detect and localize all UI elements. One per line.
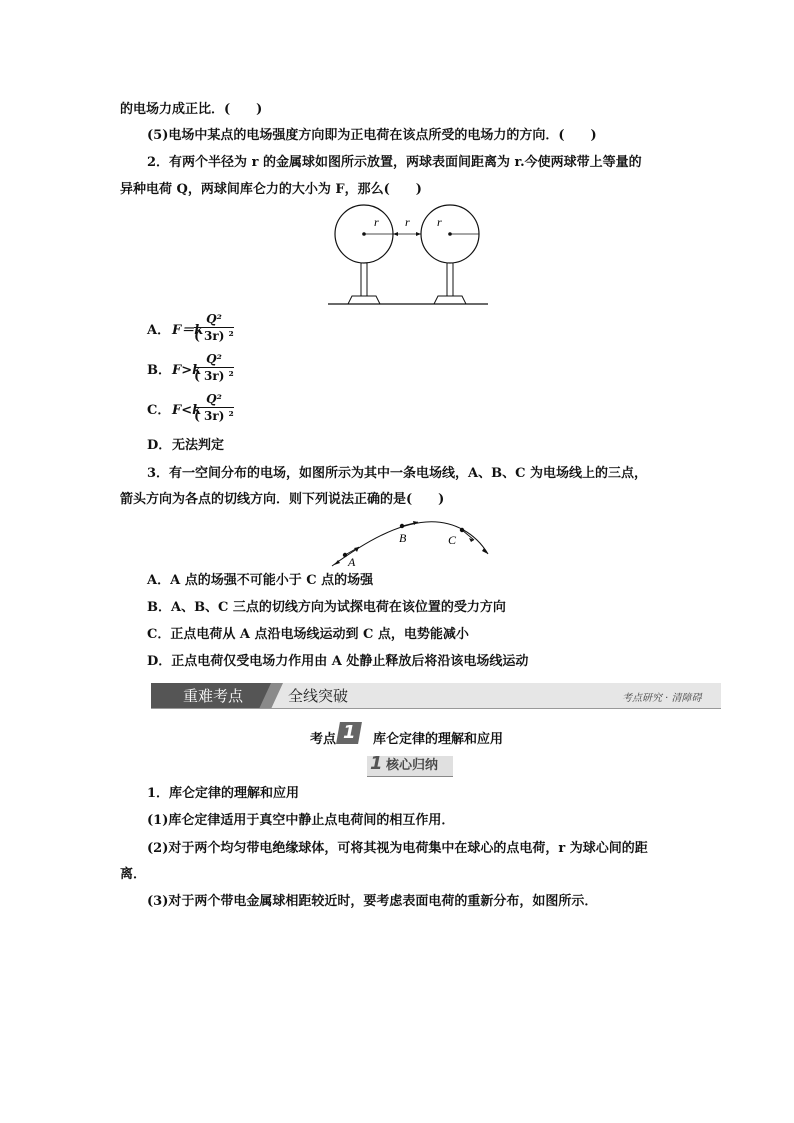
- option-c-label: C．: [147, 403, 171, 418]
- subhead-number: 1: [370, 753, 383, 774]
- question-3-line-1: 3．有一空间分布的电场，如图所示为其中一条电场线，A、B、C 为电场线上的三点，: [147, 466, 647, 481]
- banner-right-text: 考点研究 · 清障碍: [622, 693, 702, 704]
- point-a-label: A: [348, 555, 356, 568]
- body-point-2: (2)对于两个均匀带电绝缘球体，可将其视为电荷集中在球心的点电荷，r 为球心间的距: [147, 841, 648, 856]
- option-a-denominator: ( 3r) ²: [194, 329, 234, 343]
- option-b-fraction: [194, 352, 234, 383]
- body-point-3: (3)对于两个带电金属球相距较近时，要考虑表面电荷的重新分布，如图所示．: [147, 894, 598, 909]
- radius-label-right: r: [437, 215, 442, 229]
- option-b-label: B．: [147, 363, 171, 378]
- point-b-label: B: [399, 531, 407, 545]
- point-c-label: C: [448, 533, 457, 547]
- q3-option-c: C．正点电荷从 A 点沿电场线运动到 C 点，电势能减小: [147, 627, 469, 642]
- option-a-lhs: F＝k: [172, 323, 204, 338]
- body-point-2-continued: 离．: [120, 867, 147, 882]
- kaodian-title: 库仑定律的理解和应用: [373, 732, 504, 747]
- text-line-1: 的电场力成正比．( ): [120, 102, 263, 117]
- option-a-fraction: [194, 312, 234, 343]
- subhead-text: 核心归纳: [386, 758, 439, 773]
- two-spheres-figure: [328, 204, 488, 308]
- question-3-line-2: 箭头方向为各点的切线方向．则下列说法正确的是( ): [120, 492, 445, 507]
- body-heading: 1．库仑定律的理解和应用: [147, 786, 300, 801]
- option-c-denominator: ( 3r) ²: [194, 409, 234, 423]
- kaodian-number: 1: [343, 722, 356, 743]
- option-d-text: 无法判定: [172, 438, 225, 453]
- option-a-label: A．: [147, 323, 171, 338]
- q3-option-b: B．A、B、C 三点的切线方向为试探电荷在该位置的受力方向: [147, 600, 506, 615]
- gap-label: r: [405, 215, 410, 229]
- text-line-2: (5)电场中某点的电场强度方向即为正电荷在该点所受的电场力的方向．( ): [147, 128, 597, 143]
- radius-label-left: r: [374, 215, 379, 229]
- option-d-label: D．: [147, 438, 172, 453]
- option-b-denominator: ( 3r) ²: [194, 369, 234, 383]
- question-2-line-1: 2．有两个半径为 r 的金属球如图所示放置，两球表面间距离为 r.今使两球带上等量的: [147, 155, 642, 170]
- banner-left-text: 重难考点: [183, 687, 244, 705]
- option-c-lhs: F<k: [172, 403, 202, 418]
- option-a-numerator: Q²: [206, 312, 222, 326]
- option-b-numerator: Q²: [206, 352, 222, 366]
- q3-option-a: A．A 点的场强不可能小于 C 点的场强: [147, 573, 374, 588]
- option-b-lhs: F>k: [172, 363, 202, 378]
- option-c-fraction: [194, 392, 234, 423]
- body-point-1: (1)库仑定律适用于真空中静止点电荷间的相互作用．: [147, 813, 455, 828]
- banner-middle-text: 全线突破: [288, 687, 349, 705]
- kaodian-prefix: 考点: [310, 732, 337, 747]
- option-c-numerator: Q²: [206, 392, 222, 406]
- question-2-line-2: 异种电荷 Q，两球间库仑力的大小为 F，那么( ): [120, 182, 422, 197]
- electric-field-line-figure: [328, 510, 490, 568]
- q3-option-d: D．正点电荷仅受电场力作用由 A 处静止释放后将沿该电场线运动: [147, 654, 529, 669]
